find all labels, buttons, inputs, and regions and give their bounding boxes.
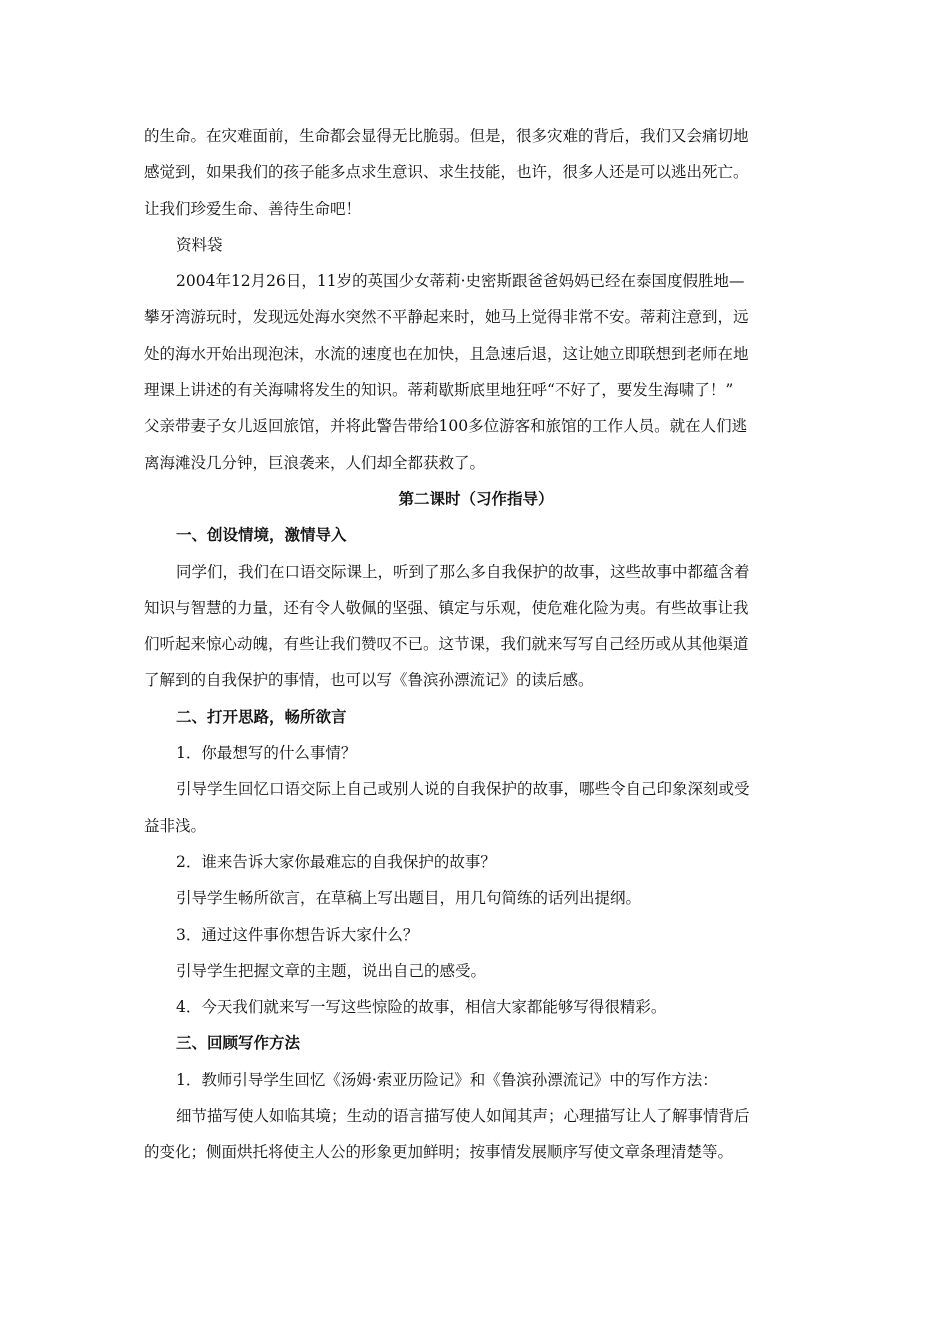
paragraph-line: 离海滩没几分钟，巨浪袭来，人们却全都获救了。 [144,453,486,472]
paragraph-line: 父亲带妻子女儿返回旅馆，并将此警告带给100多位游客和旅馆的工作人员。就在人们逃 [144,417,748,436]
paragraph-line: 引导学生畅所欲言，在草稿上写出题目，用几句简练的话列出提纲。 [176,889,642,908]
paragraph-line: 2．谁来告诉大家你最难忘的自我保护的故事？ [176,852,496,871]
paragraph-line: 感觉到，如果我们的孩子能多点求生意识、求生技能，也许，很多人还是可以逃出死亡。 [144,163,749,182]
paragraph-line: 处的海水开始出现泡沫，水流的速度也在加快，且急速后退，这让她立即联想到老师在地 [144,344,749,363]
paragraph-line: 4．今天我们就来写一写这些惊险的故事，相信大家都能够写得很精彩。 [176,998,667,1017]
paragraph-line: 引导学生把握文章的主题，说出自己的感受。 [176,961,487,980]
paragraph-line: 资料袋 [176,235,223,254]
paragraph-line: 益非浅。 [144,816,207,835]
paragraph-line: 攀牙湾游玩时，发现远处海水突然不平静起来时，她马上觉得非常不安。蒂莉注意到，远 [144,308,749,327]
section-heading: 三、回顾写作方法 [176,1033,301,1053]
paragraph-line: 的生命。在灾难面前，生命都会显得无比脆弱。但是，很多灾难的背后，我们又会痛切地 [144,127,749,145]
paragraph-line: 的变化；侧面烘托将使主人公的形象更加鲜明；按事情发展顺序写使文章条理清楚等。 [144,1143,734,1162]
paragraph-line: 1．教师引导学生回忆《汤姆·索亚历险记》和《鲁滨孙漂流记》中的写作方法： [176,1070,718,1089]
paragraph-line: 2004年12月26日，11岁的英国少女蒂莉·史密斯跟爸爸妈妈已经在泰国度假胜地— [176,272,745,291]
document-body [144,118,808,1171]
paragraph-line: 让我们珍爱生命、善待生命吧！ [144,199,362,218]
paragraph-line: 们听起来惊心动魄，有些让我们赞叹不已。这节课，我们就来写写自己经历或从其他渠道 [144,635,749,654]
paragraph-line: 同学们，我们在口语交际课上，听到了那么多自我保护的故事，这些故事中都蕴含着 [176,562,750,581]
paragraph-line: 引导学生回忆口语交际上自己或别人说的自我保护的故事，哪些令自己印象深刻或受 [176,780,750,799]
section-heading: 二、打开思路，畅所欲言 [176,706,347,726]
paragraph-line: 知识与智慧的力量，还有令人敬佩的坚强、镇定与乐观，使危难化险为夷。有些故事让我 [144,598,749,617]
paragraph-line: 了解到的自我保护的事情，也可以写《鲁滨孙漂流记》的读后感。 [144,671,594,690]
paragraph-line: 1．你最想写的什么事情？ [176,744,357,763]
section-title: 第二课时（习作指导） [398,488,554,508]
section-heading: 一、创设情境，激情导入 [176,525,347,545]
paragraph-line: 细节描写使人如临其境；生动的语言描写使人如闻其声；心理描写让人了解事情背后 [176,1107,750,1126]
paragraph-line: 理课上讲述的有关海啸将发生的知识。蒂莉歇斯底里地狂呼“不好了，要发生海啸了！” [144,381,734,400]
paragraph-line: 3．通过这件事你想告诉大家什么？ [176,925,419,944]
